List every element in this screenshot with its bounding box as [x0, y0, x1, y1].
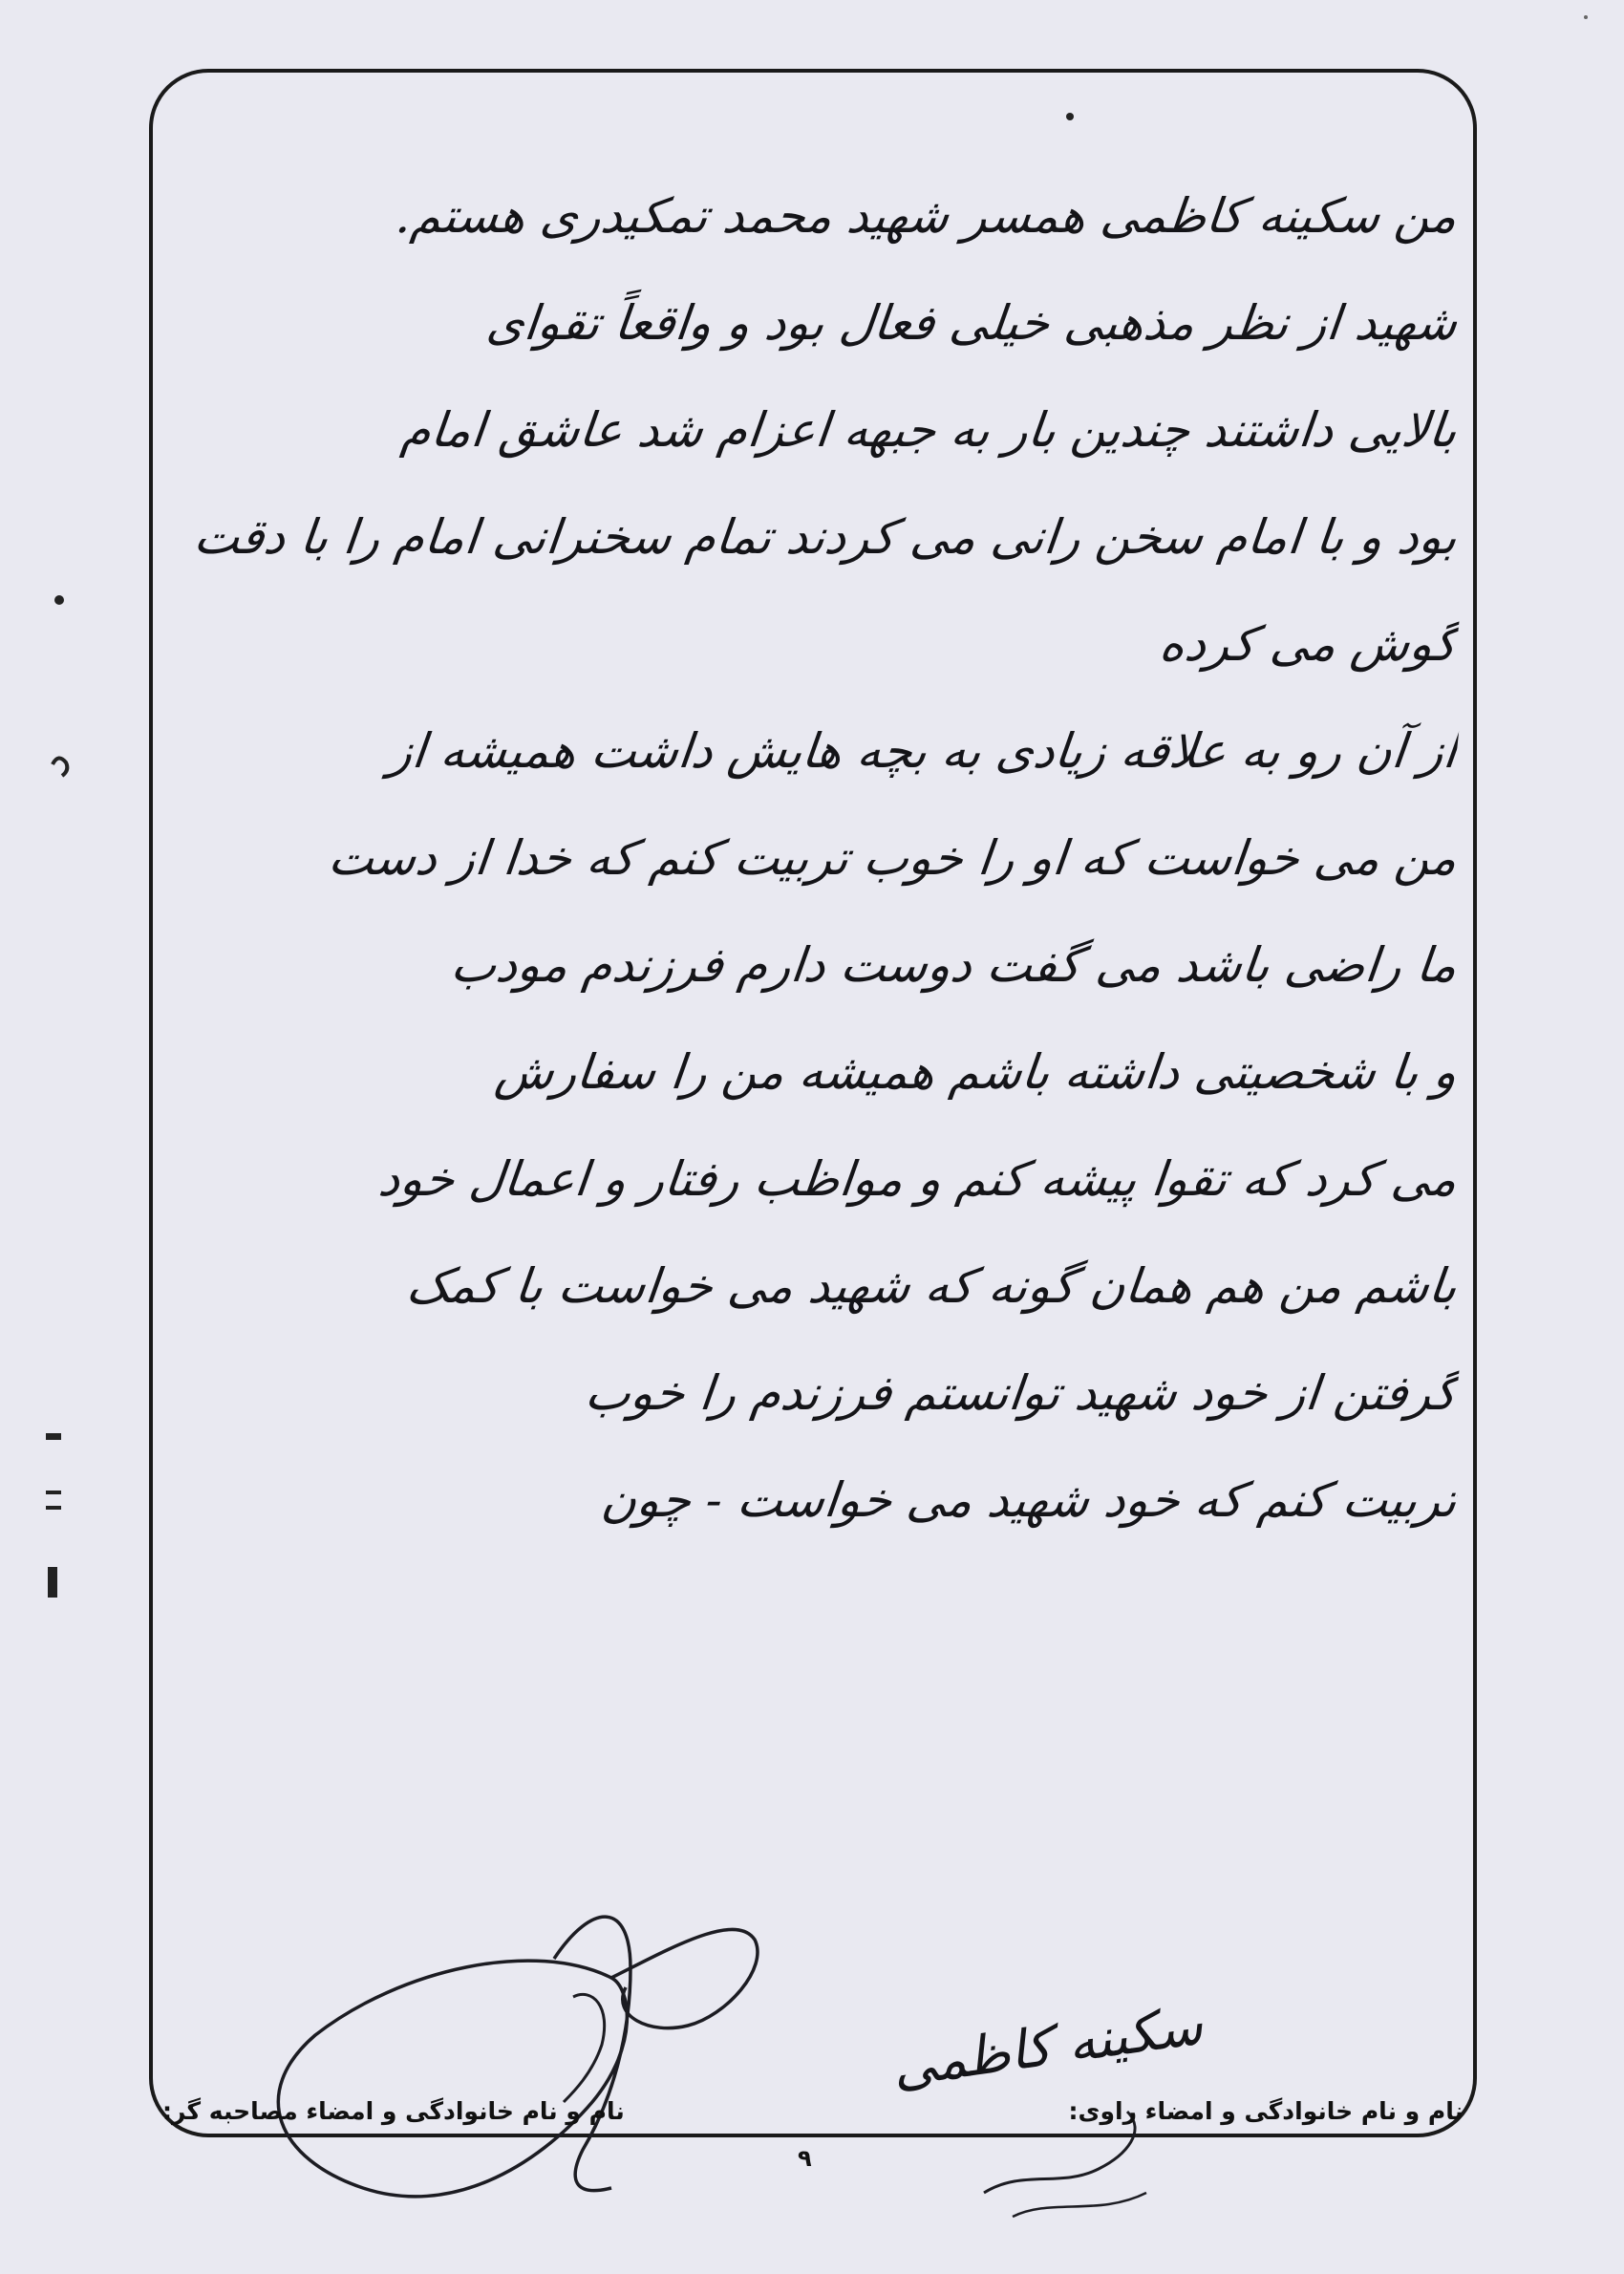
- page-number: ۹: [798, 2145, 812, 2172]
- handwritten-line: باشم من هم همان گونه که شهید می خواست با کمک: [404, 1258, 1461, 1314]
- handwritten-line: بود و با امام سخن رانی می کردند تمام سخنرانی امام را با دقت: [191, 509, 1461, 565]
- handwritten-line: من سکینه کاظمی همسر شهید محمد تمکیدری هستم.: [393, 188, 1461, 244]
- handwritten-line: گرفتن از خود شهید توانستم فرزندم را خوب: [582, 1365, 1461, 1421]
- interviewer-signature-label: نام و نام خانوادگی و امضاء مصاحبه گر:: [162, 2097, 625, 2125]
- handwritten-line: بالایی داشتند چندین بار به جبهه اعزام شد عاشق امام: [398, 402, 1461, 458]
- handwritten-line: من می خواست که او را خوب تربیت کنم که خدا از دست: [326, 830, 1461, 886]
- handwritten-line: از آن رو به علاقه زیادی به بچه هایش داشت همیشه از: [386, 723, 1461, 779]
- handwritten-line: گوش می کرده: [1157, 616, 1461, 672]
- handwritten-line: تربیت کنم که خود شهید می خواست - چون: [598, 1472, 1461, 1528]
- narrator-signature-label: نام و نام خانوادگی و امضاء راوی:: [1068, 2097, 1464, 2125]
- handwritten-line: و با شخصیتی داشته باشم همیشه من را سفارش: [492, 1044, 1461, 1100]
- narrator-name: سکینه کاظمی: [888, 1994, 1207, 2100]
- handwritten-line: ما راضی باشد می گفت دوست دارم فرزندم مودب: [448, 937, 1461, 993]
- handwritten-line: شهید از نظر مذهبی خیلی فعال بود و واقعاً تقوای: [483, 295, 1461, 351]
- handwritten-line: می کرد که تقوا پیشه کنم و مواظب رفتار و اعمال خود: [375, 1151, 1461, 1207]
